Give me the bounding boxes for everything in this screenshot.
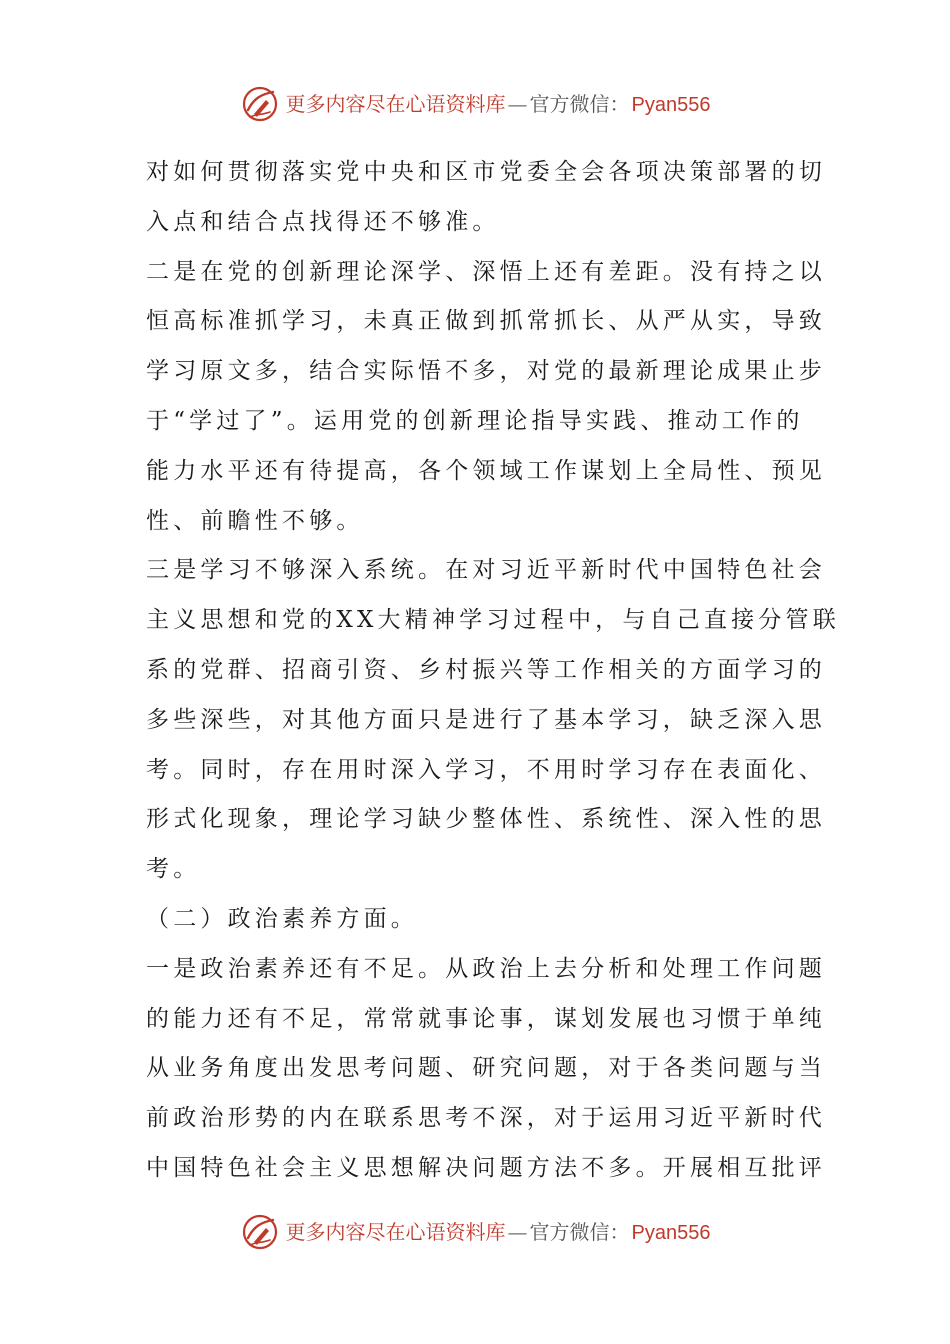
banner-dash: — xyxy=(507,91,528,116)
text-line: 于“学过了”。运用党的创新理论指导实践、推动工作的 xyxy=(146,407,804,434)
header-watermark-banner xyxy=(0,82,950,126)
text-line: 从业务角度出发思考问题、研究问题，对于各类问题与当 xyxy=(146,1055,826,1082)
text-line: 中国特色社会主义思想解决问题方法不多。开展相互批评 xyxy=(146,1154,826,1181)
banner-text xyxy=(285,1219,711,1244)
text-line: 的能力还有不足，常常就事论事，谋划发展也习惯于单纯 xyxy=(146,1005,826,1032)
text-line: 系的党群、招商引资、乡村振兴等工作相关的方面学习的 xyxy=(146,656,826,683)
text-line: 前政治形势的内在联系思考不深，对于运用习近平新时代 xyxy=(146,1105,826,1132)
text-line: 性、前瞻性不够。 xyxy=(146,507,364,534)
text-line: 二是在党的创新理论深学、深悟上还有差距。没有持之以 xyxy=(146,258,826,285)
text-line: 学习原文多，结合实际悟不多，对党的最新理论成果止步 xyxy=(146,358,826,385)
text-line: 形式化现象，理论学习缺少整体性、系统性、深入性的思 xyxy=(146,806,826,833)
document-body xyxy=(146,148,840,1194)
text-line: 对如何贯彻落实党中央和区市党委全会各项决策部署的切 xyxy=(146,159,826,185)
text-line: 主义思想和党的XX大精神学习过程中，与自己直接分管联 xyxy=(146,607,840,634)
banner-site-text: 更多内容尽在心语资料库 xyxy=(285,91,506,116)
text-line: 恒高标准抓学习，未真正做到抓常抓长、从严从实，导致 xyxy=(146,308,826,335)
section-heading: （二）政治素养方面。 xyxy=(146,905,418,932)
banner-wechat-id: Pyan556 xyxy=(631,93,711,116)
text-line: 多些深些，对其他方面只是进行了基本学习，缺乏深入思 xyxy=(146,706,826,733)
text-line: 一是政治素养还有不足。从政治上去分析和处理工作问题 xyxy=(146,955,826,982)
banner-wechat-id: Pyan556 xyxy=(631,1221,711,1244)
banner-dash: — xyxy=(507,1219,528,1244)
banner-official-text: 官方微信： xyxy=(529,1219,630,1244)
text-line: 三是学习不够深入系统。在对习近平新时代中国特色社会 xyxy=(146,557,826,584)
pen-signature-logo-icon xyxy=(240,1212,280,1252)
footer-watermark-banner xyxy=(0,1210,950,1254)
banner-site-text: 更多内容尽在心语资料库 xyxy=(285,1219,506,1244)
banner-text xyxy=(285,91,711,116)
text-line: 能力水平还有待提高，各个领域工作谋划上全局性、预见 xyxy=(146,457,826,484)
text-line: 考。同时，存在用时深入学习，不用时学习存在表面化、 xyxy=(146,756,826,783)
banner-official-text: 官方微信： xyxy=(529,91,630,116)
text-line: 入点和结合点找得还不够准。 xyxy=(146,208,500,235)
pen-signature-logo-icon xyxy=(240,84,280,124)
text-line: 考。 xyxy=(146,856,201,883)
